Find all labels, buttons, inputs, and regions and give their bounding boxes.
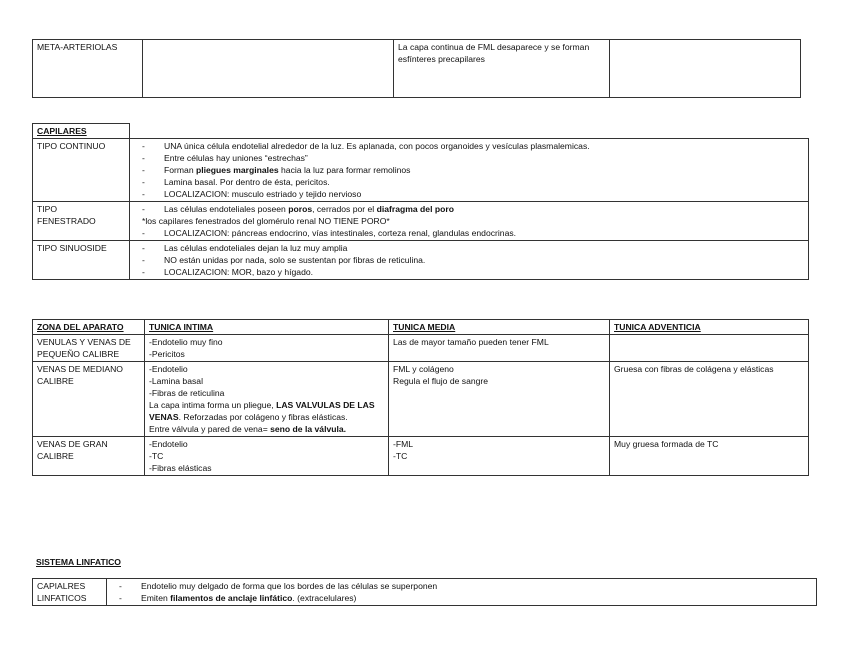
linfatico-label: CAPIALRES LINFATICOS: [33, 579, 107, 606]
tipo-fenestrado-content: [130, 202, 809, 241]
list-item: - UNA única célula endotelial alrededor de la luz. Es aplanada, con pocos organoides y vesículas plasmalemicas.: [134, 140, 804, 152]
linfatico-content: [107, 579, 817, 606]
list-item: - LOCALIZACION: MOR, bazo y hígado.: [134, 266, 804, 278]
adventicia-pequeno: [610, 335, 809, 362]
zona-pequeno: VENULAS Y VENAS DE PEQUEÑO CALIBRE: [33, 335, 145, 362]
venas-table: [32, 319, 809, 476]
meta-col4-cell: [610, 40, 801, 98]
intima-pequeno: -Endotelio muy fino -Pericitos: [145, 335, 389, 362]
adventicia-gran: Muy gruesa formada de TC: [610, 437, 809, 476]
tipo-sinusoide-content: [130, 241, 809, 280]
capilares-title: CAPILARES: [33, 124, 130, 139]
header-media: TUNICA MEDIA: [389, 320, 610, 335]
tipo-fenestrado-label: TIPO FENESTRADO: [33, 202, 130, 241]
list-item: - Lamina basal. Por dentro de ésta, pericitos.: [134, 176, 804, 188]
list-item: - Las células endoteliales dejan la luz muy amplia: [134, 242, 804, 254]
intima-mediano: -Endotelio -Lamina basal -Fibras de reticulina La capa intima forma un pliegue, LAS VALVULAS DE LAS VENAS. Reforzadas por colágeno y fibras elásticas. Entre válvula y pared de vena= seno de la válvula.: [145, 362, 389, 437]
meta-col2-cell: [143, 40, 394, 98]
meta-arteriolas-table: [32, 39, 801, 98]
linfatico-table: [32, 578, 817, 606]
media-mediano: FML y colágeno Regula el flujo de sangre: [389, 362, 610, 437]
meta-name-cell: META-ARTERIOLAS: [33, 40, 143, 98]
tipo-sinusoide-label: TIPO SINUOSIDE: [33, 241, 130, 280]
list-item: - Endotelio muy delgado de forma que los bordes de las células se superponen: [111, 580, 812, 592]
header-adventicia: TUNICA ADVENTICIA: [610, 320, 809, 335]
zona-gran: VENAS DE GRAN CALIBRE: [33, 437, 145, 476]
zona-mediano: VENAS DE MEDIANO CALIBRE: [33, 362, 145, 437]
intima-gran: -Endotelio -TC -Fibras elásticas: [145, 437, 389, 476]
list-item: - Entre células hay uniones “estrechas”: [134, 152, 804, 164]
media-gran: -FML -TC: [389, 437, 610, 476]
list-item: - LOCALIZACION: páncreas endocrino, vías intestinales, corteza renal, glandulas endocrinas.: [134, 227, 804, 239]
sistema-linfatico-title: SISTEMA LINFATICO: [36, 557, 121, 567]
media-pequeno: Las de mayor tamaño pueden tener FML: [389, 335, 610, 362]
list-item: - NO están unidas por nada, solo se sustentan por fibras de reticulina.: [134, 254, 804, 266]
tipo-continuo-content: [130, 139, 809, 202]
fenestrado-note: *los capilares fenestrados del glomérulo renal NO TIENE PORO*: [142, 216, 390, 226]
header-zona: ZONA DEL APARATO: [33, 320, 145, 335]
capilares-table: [32, 123, 809, 280]
list-item: - LOCALIZACION: musculo estriado y tejido nervioso: [134, 188, 804, 200]
list-item: - Las células endoteliales poseen poros, cerrados por el diafragma del poro: [134, 203, 804, 215]
tipo-continuo-label: TIPO CONTINUO: [33, 139, 130, 202]
header-intima: TUNICA INTIMA: [145, 320, 389, 335]
adventicia-mediano: Gruesa con fibras de colágena y elásticas: [610, 362, 809, 437]
list-item: - Emiten filamentos de anclaje linfático. (extracelulares): [111, 592, 812, 604]
meta-col3-cell: La capa continua de FML desaparece y se forman esfínteres precapilares: [394, 40, 610, 98]
list-item: - Forman pliegues marginales hacia la luz para formar remolinos: [134, 164, 804, 176]
